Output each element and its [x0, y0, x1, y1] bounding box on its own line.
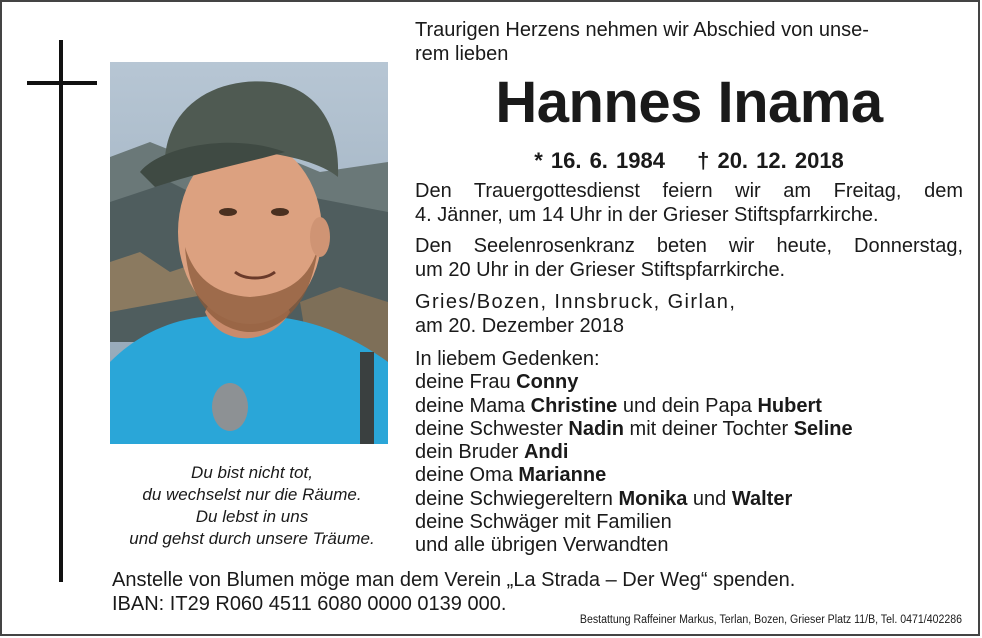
- mourner-line: deine Oma Marianne: [415, 464, 607, 487]
- donation-info: [112, 568, 795, 616]
- funeral-service-text: [415, 179, 963, 227]
- portrait-illustration: [110, 62, 388, 444]
- mourner-line: und alle übrigen Verwandten: [415, 534, 669, 557]
- place-line: Gries/Bozen, Innsbruck, Girlan,: [415, 291, 737, 313]
- cross-vertical-bar: [59, 40, 63, 582]
- poem-line: du wechselst nur die Räume.: [142, 485, 362, 504]
- service-line: 4. Jänner, um 14 Uhr in der Grieser Stiftspfarrkirche.: [415, 204, 879, 226]
- poem-line: und gehst durch unsere Träume.: [129, 529, 375, 548]
- iban-text: IBAN: IT29 R060 4511 6080 0000 0139 000.: [112, 593, 507, 615]
- mourner-line: dein Bruder Andi: [415, 441, 569, 464]
- funeral-home-credit: Bestattung Raffeiner Markus, Terlan, Bozen, Grieser Platz 11/B, Tel. 0471/402286: [579, 614, 962, 626]
- poem-line: Du bist nicht tot,: [191, 463, 313, 482]
- portrait-photo: [110, 62, 388, 444]
- mourner-line: deine Schwäger mit Familien: [415, 511, 672, 534]
- intro-line: rem lieben: [415, 43, 509, 65]
- rosary-line: Den Seelenrosenkranz beten wir heute, Donnerstag,: [415, 235, 963, 257]
- life-dates: [415, 148, 963, 174]
- mourner-line: deine Schwester Nadin mit deiner Tochter Seline: [415, 417, 853, 440]
- mourner-line: deine Frau Conny: [415, 371, 579, 394]
- intro-text: [415, 18, 963, 66]
- mourner-line: deine Schwiegereltern Monika und Walter: [415, 487, 793, 510]
- mourners-list: [415, 348, 853, 558]
- mourner-line: deine Mama Christine und dein Papa Hubert: [415, 394, 822, 417]
- cross-horizontal-bar: [27, 81, 97, 85]
- poem: [102, 462, 402, 550]
- rosary-line: um 20 Uhr in der Grieser Stiftspfarrkirche.: [415, 259, 786, 281]
- birth-date: * 16. 6. 1984: [534, 148, 665, 173]
- rosary-text: [415, 234, 963, 282]
- donation-text: Anstelle von Blumen möge man dem Verein „La Strada – Der Weg“ spenden.: [112, 569, 796, 591]
- service-line: Den Trauergottesdienst feiern wir am Freitag, dem: [415, 180, 963, 202]
- place-date: am 20. Dezember 2018: [415, 315, 625, 337]
- death-date: † 20. 12. 2018: [697, 148, 844, 173]
- mourners-heading: In liebem Gedenken:: [415, 348, 600, 370]
- poem-line: Du lebst in uns: [195, 507, 309, 526]
- deceased-name: Hannes Inama: [495, 70, 883, 135]
- intro-line: Traurigen Herzens nehmen wir Abschied von unse-: [415, 19, 869, 41]
